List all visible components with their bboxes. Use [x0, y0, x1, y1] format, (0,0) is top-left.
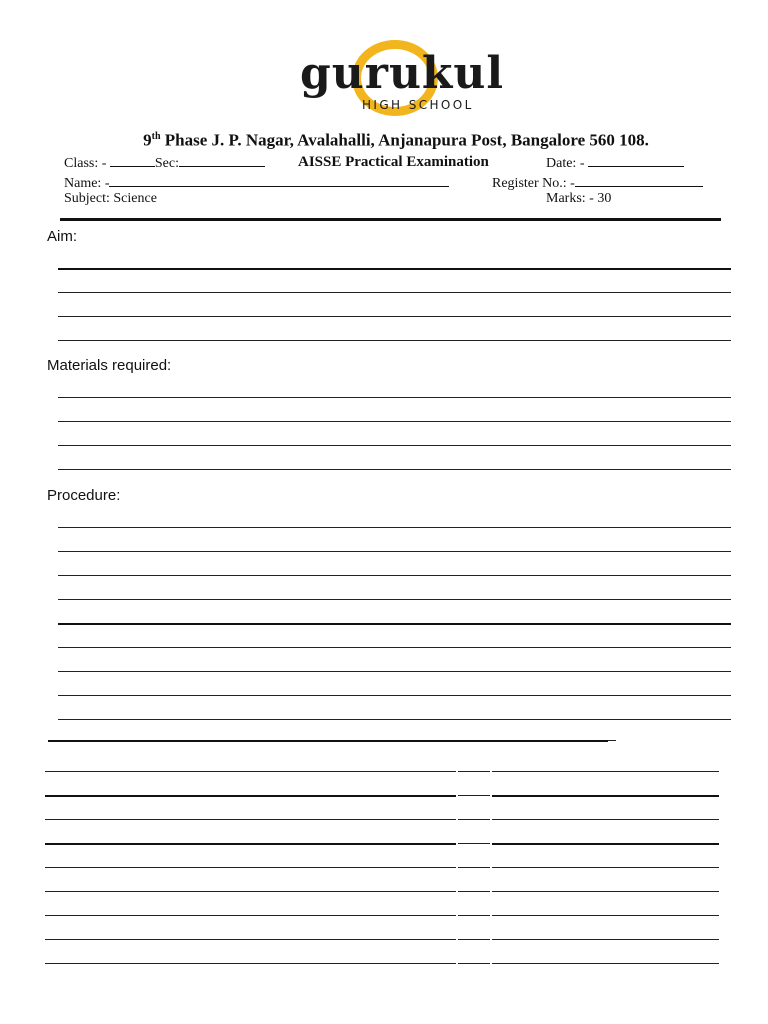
- aim-label: Aim:: [47, 228, 77, 245]
- writing-line: [58, 599, 731, 600]
- writing-line: [58, 647, 731, 648]
- writing-line: [58, 445, 731, 446]
- writing-line: [58, 469, 731, 470]
- table-line-right: [492, 867, 719, 868]
- date-field: [546, 153, 684, 173]
- writing-line: [58, 292, 731, 293]
- register-blank[interactable]: [575, 173, 703, 187]
- writing-line: [48, 740, 608, 742]
- class-label: Class: -: [64, 156, 107, 171]
- table-line-right: [492, 939, 719, 940]
- table-line-right: [492, 915, 719, 916]
- date-blank[interactable]: [588, 153, 684, 167]
- table-line-middle: [458, 963, 490, 964]
- writing-line: [58, 719, 731, 720]
- table-line-middle: [458, 939, 490, 940]
- table-line-middle: [458, 795, 490, 796]
- table-line-middle: [458, 819, 490, 820]
- name-blank[interactable]: [109, 173, 449, 187]
- writing-line: [58, 695, 731, 696]
- table-line-middle: [458, 891, 490, 892]
- table-line-middle: [458, 771, 490, 772]
- writing-line: [58, 575, 731, 576]
- class-field: [64, 153, 265, 173]
- table-line-right: [492, 843, 719, 845]
- date-label: Date: -: [546, 156, 585, 171]
- table-line-left: [45, 819, 456, 820]
- sec-blank[interactable]: [179, 153, 265, 167]
- writing-line: [58, 316, 731, 317]
- name-label: Name: -: [64, 176, 110, 191]
- writing-line: [608, 740, 616, 741]
- register-label: Register No.: -: [492, 176, 575, 191]
- table-line-left: [45, 963, 456, 964]
- table-line-left: [45, 771, 456, 772]
- table-line-left: [45, 891, 456, 892]
- writing-line: [58, 527, 731, 528]
- writing-line: [58, 268, 731, 270]
- logo-subtitle: HIGH SCHOOL: [362, 98, 474, 112]
- writing-line: [58, 421, 731, 422]
- table-line-right: [492, 771, 719, 772]
- sec-label: Sec:: [154, 156, 179, 171]
- procedure-label: Procedure:: [47, 487, 121, 504]
- writing-line: [58, 340, 731, 341]
- table-line-left: [45, 939, 456, 940]
- table-line-left: [45, 795, 456, 797]
- table-line-left: [45, 915, 456, 916]
- writing-line: [58, 551, 731, 552]
- table-line-middle: [458, 915, 490, 916]
- table-line-right: [492, 819, 719, 820]
- table-line-right: [492, 891, 719, 892]
- subject-field: Subject: Science: [64, 191, 157, 206]
- table-line-left: [45, 867, 456, 868]
- header-divider: [60, 218, 721, 221]
- writing-line: [58, 671, 731, 672]
- marks-field: Marks: - 30: [546, 191, 612, 206]
- materials-label: Materials required:: [47, 357, 172, 374]
- writing-line: [58, 397, 731, 398]
- school-address: 9th Phase J. P. Nagar, Avalahalli, Anjanapura Post, Bangalore 560 108.: [143, 130, 649, 150]
- table-line-left: [45, 843, 456, 845]
- school-logo: [296, 38, 505, 118]
- table-line-right: [492, 963, 719, 964]
- class-blank[interactable]: [110, 153, 155, 167]
- table-line-middle: [458, 843, 490, 844]
- table-line-right: [492, 795, 719, 797]
- table-line-middle: [458, 867, 490, 868]
- logo-wordmark: gurukul: [300, 48, 505, 99]
- exam-title: AISSE Practical Examination: [298, 154, 489, 170]
- writing-line: [58, 623, 731, 625]
